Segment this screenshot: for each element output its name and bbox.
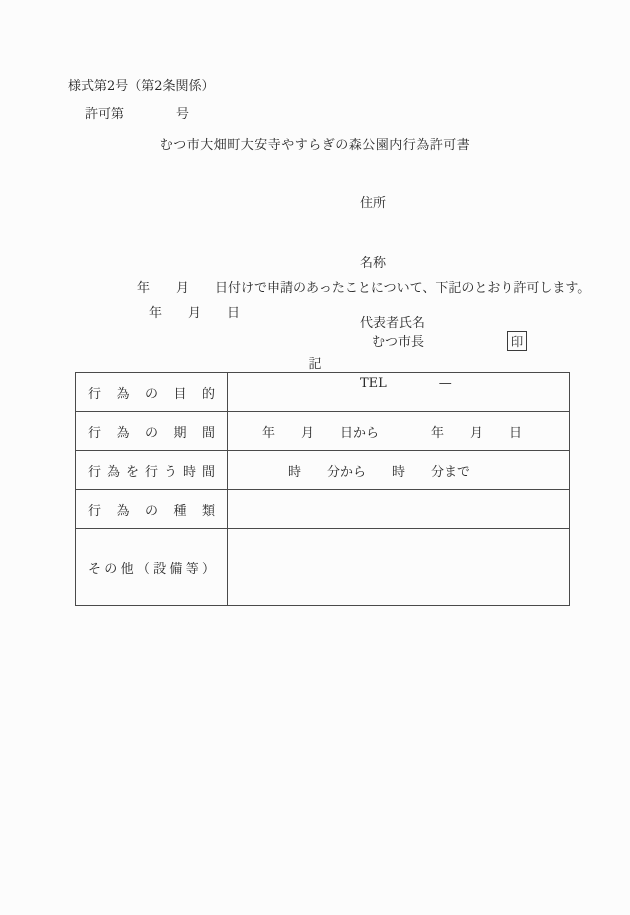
row-value-other (228, 529, 570, 606)
document-title: むつ市大畑町大安寺やすらぎの森公園内行為許可書 (159, 138, 471, 153)
address-label: 住所 (360, 195, 387, 211)
decision-date-line: 年 月 日 (149, 306, 241, 321)
note-heading: 記 (308, 357, 322, 372)
row-label-type: 行為の種類 (76, 490, 228, 529)
permit-number-line: 許可第 号 (85, 107, 190, 122)
form-number: 様式第2号（第2条関係） (68, 79, 215, 94)
row-value-period: 年 月 日から 年 月 日 (228, 412, 570, 451)
table-row (76, 490, 570, 529)
table-row (76, 529, 570, 606)
row-label-other: その他（設備等） (76, 529, 228, 606)
mayor-signature-label: むつ市長 (372, 335, 425, 350)
table-row (76, 412, 570, 451)
row-value-purpose (228, 373, 570, 412)
seal-box (507, 331, 527, 351)
permit-details-table (75, 372, 570, 606)
application-statement: 年 月 日付けで申請のあったことについて、下記のとおり許可します。 (137, 281, 591, 296)
row-label-period: 行為の期間 (76, 412, 228, 451)
table-row (76, 373, 570, 412)
row-label-purpose: 行為の目的 (76, 373, 228, 412)
tel-line: TEL — (360, 375, 452, 391)
representative-label: 代表者氏名 (360, 315, 426, 331)
name-label: 名称 (360, 255, 387, 271)
table-row (76, 451, 570, 490)
row-value-type (228, 490, 570, 529)
seal-character: 印 (510, 334, 524, 349)
row-value-hours: 時 分から 時 分まで (228, 451, 570, 490)
row-label-hours: 行為を行う時間 (76, 451, 228, 490)
